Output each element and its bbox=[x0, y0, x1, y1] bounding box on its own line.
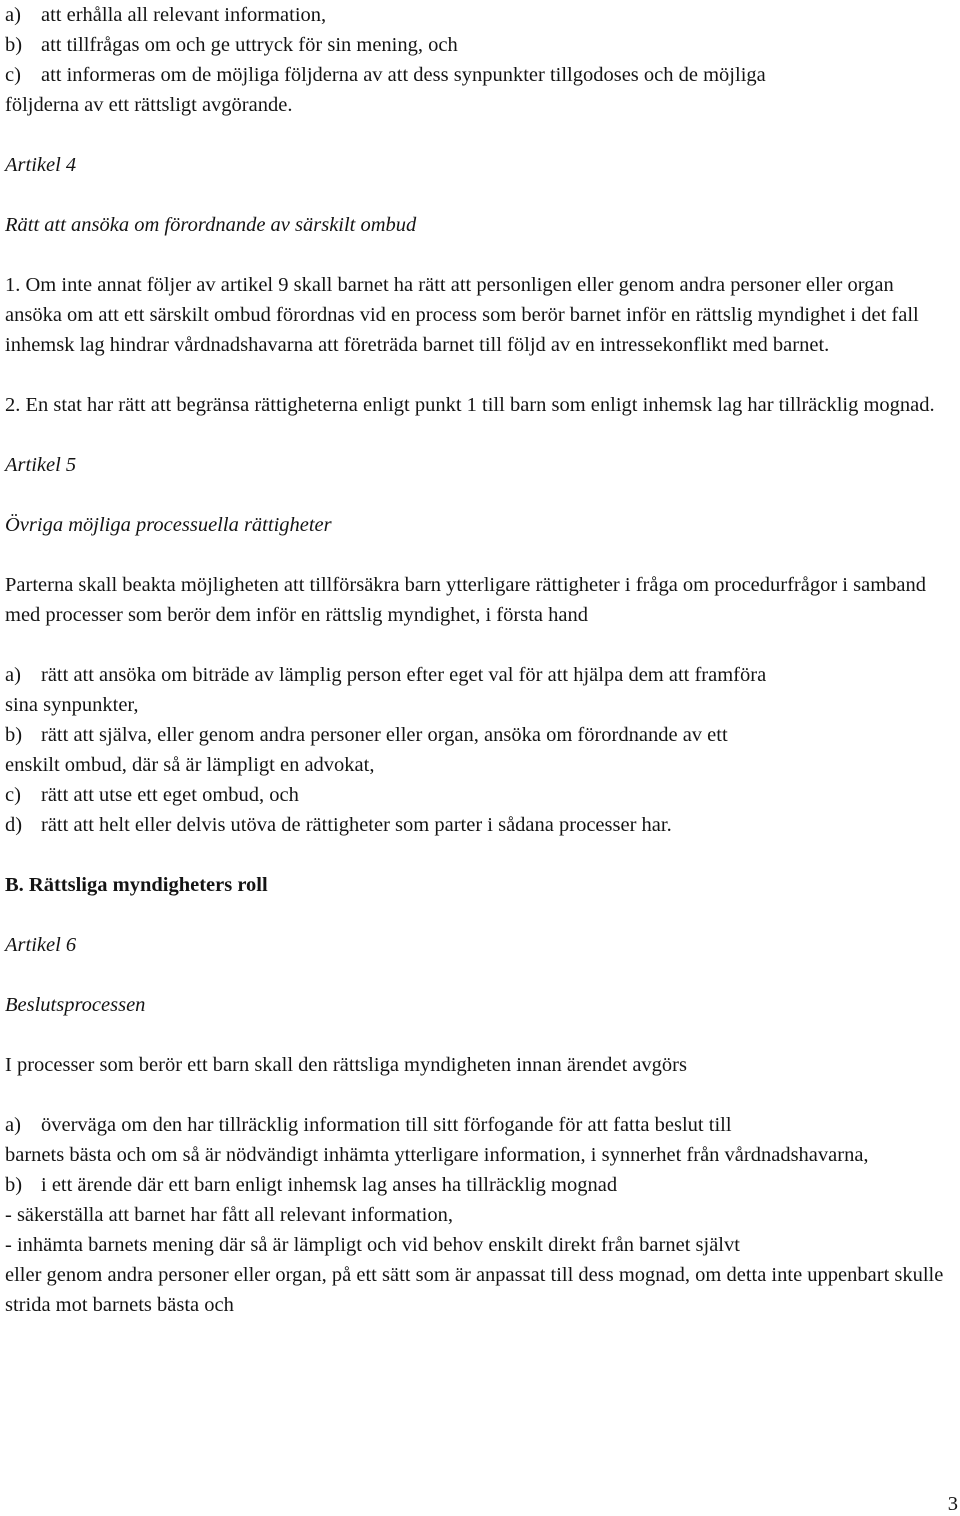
article-5-heading: Artikel 5 bbox=[5, 454, 77, 476]
article-6-intro: I processer som berör ett barn skall den rättsliga myndigheten innan ärendet avgörs bbox=[5, 1054, 687, 1076]
list-item-b bbox=[5, 1170, 955, 1200]
list-item-c bbox=[5, 780, 955, 810]
list-item-text: rätt att själva, eller genom andra personer eller organ, ansöka om förordnande av ett bbox=[41, 724, 728, 746]
list-marker: a) bbox=[5, 1114, 21, 1136]
list-marker: a) bbox=[5, 4, 21, 26]
list-item-a bbox=[5, 660, 955, 690]
dash-item: - inhämta barnets mening där så är lämpligt och vid behov enskilt direkt från barnet självt bbox=[5, 1234, 740, 1256]
dash-item: - säkerställa att barnet har fått all relevant information, bbox=[5, 1204, 453, 1226]
list-item-text: överväga om den har tillräcklig information till sitt förfogande för att fatta beslut till bbox=[41, 1114, 732, 1136]
dash-item-continuation: eller genom andra personer eller organ, på ett sätt som är anpassat till dess mognad, om detta inte uppenbart skulle strida mot barnets bästa och bbox=[5, 1264, 944, 1316]
article-4-subheading: Rätt att ansöka om förordnande av särskilt ombud bbox=[5, 214, 417, 236]
article-4-heading: Artikel 4 bbox=[5, 154, 77, 176]
list-item-continuation: barnets bästa och om så är nödvändigt inhämta ytterligare information, i synnerhet från vårdnadshavarna, bbox=[5, 1144, 869, 1166]
list-item-b bbox=[5, 720, 955, 750]
list-marker: c) bbox=[5, 784, 21, 806]
list-item-c bbox=[5, 60, 955, 90]
list-marker: b) bbox=[5, 724, 23, 746]
list-marker: d) bbox=[5, 814, 23, 836]
list-marker: b) bbox=[5, 1174, 23, 1196]
list-item-a bbox=[5, 0, 955, 30]
list-item-continuation: följderna av ett rättsligt avgörande. bbox=[5, 94, 293, 116]
list-marker: b) bbox=[5, 34, 23, 56]
article-4-paragraph-1: 1. Om inte annat följer av artikel 9 skall barnet ha rätt att personligen eller genom andra personer eller organ ansöka om att ett särskilt ombud förordnas vid en process som berör barnet inför en rättslig myndighet i det fall inhemsk lag hindrar vårdnadshavarna att företräda barnet till följd av en intressekonflikt med barnet. bbox=[5, 274, 919, 356]
list-item-text: rätt att utse ett eget ombud, och bbox=[41, 784, 299, 806]
list-item-d bbox=[5, 810, 955, 840]
list-item-text: att informeras om de möjliga följderna av att dess synpunkter tillgodoses och de möjliga bbox=[41, 64, 766, 86]
article-5-subheading: Övriga möjliga processuella rättigheter bbox=[5, 514, 332, 536]
list-item-text: att erhålla all relevant information, bbox=[41, 4, 327, 26]
list-item-text: rätt att helt eller delvis utöva de rättigheter som parter i sådana processer har. bbox=[41, 814, 672, 836]
page-number: 3 bbox=[947, 1493, 958, 1515]
article-4-paragraph-2: 2. En stat har rätt att begränsa rättigheterna enligt punkt 1 till barn som enligt inhemsk lag har tillräcklig mognad. bbox=[5, 394, 935, 416]
list-item-continuation: enskilt ombud, där så är lämpligt en advokat, bbox=[5, 754, 375, 776]
list-item-text: rätt att ansöka om biträde av lämplig person efter eget val för att hjälpa dem att framföra bbox=[41, 664, 767, 686]
list-item-text: i ett ärende där ett barn enligt inhemsk lag anses ha tillräcklig mognad bbox=[41, 1174, 618, 1196]
list-item-b bbox=[5, 30, 955, 60]
article-5-intro: Parterna skall beakta möjligheten att tillförsäkra barn ytterligare rättigheter i fråga om procedurfrågor i samband med processer som berör dem inför en rättslig myndighet, i första hand bbox=[5, 574, 926, 626]
list-item-text: att tillfrågas om och ge uttryck för sin mening, och bbox=[41, 34, 458, 56]
article-6-subheading: Beslutsprocessen bbox=[5, 994, 146, 1016]
document-page bbox=[5, 0, 955, 1320]
section-b-heading: B. Rättsliga myndigheters roll bbox=[5, 874, 268, 896]
list-marker: c) bbox=[5, 64, 21, 86]
list-marker: a) bbox=[5, 664, 21, 686]
list-item-continuation: sina synpunkter, bbox=[5, 694, 139, 716]
list-item-a bbox=[5, 1110, 955, 1140]
article-6-heading: Artikel 6 bbox=[5, 934, 77, 956]
